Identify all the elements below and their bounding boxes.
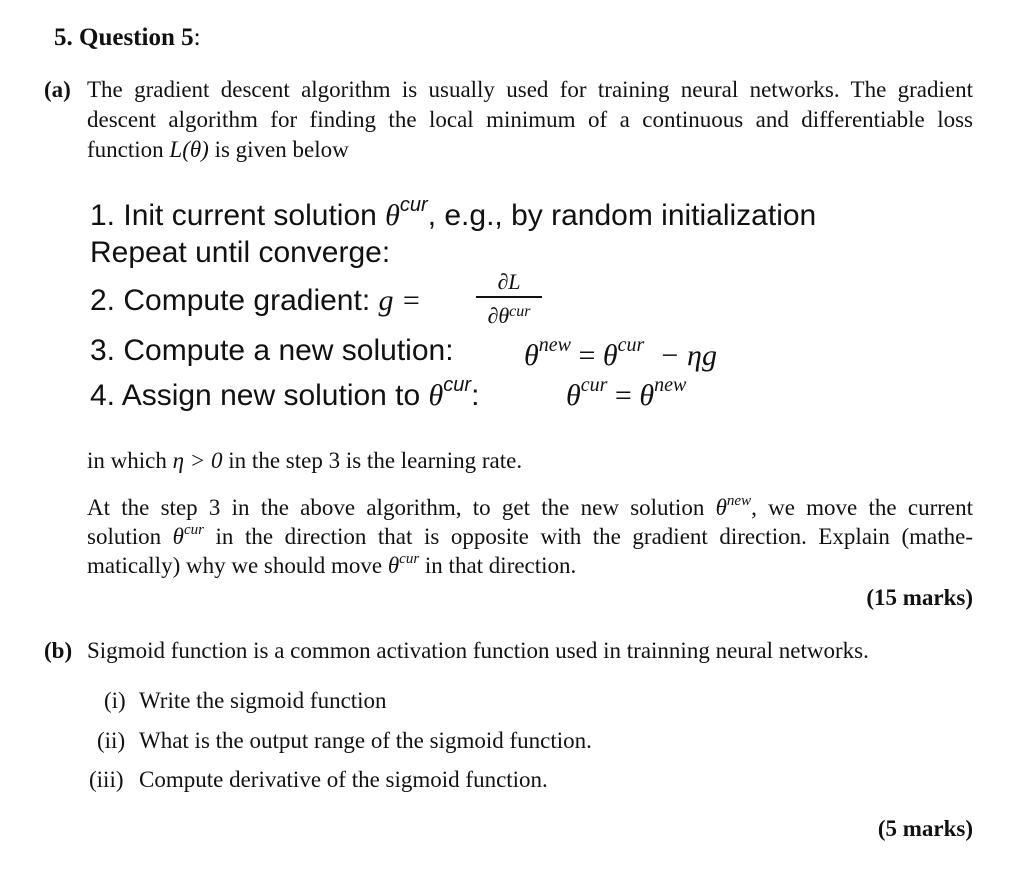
part-b-item-num: (ii) xyxy=(97,728,126,753)
step-4-equation xyxy=(566,374,686,413)
equals-sign: = xyxy=(578,339,596,372)
fraction-denominator xyxy=(474,300,544,328)
part-b-item-text: Write the sigmoid function xyxy=(139,688,387,713)
step-2-text: 2. Compute gradient: xyxy=(90,284,379,317)
explain-text: At the step 3 in the above algorithm, to get the new solution xyxy=(87,495,716,520)
algorithm-step-1 xyxy=(90,194,816,233)
cur-superscript: cur xyxy=(617,334,645,356)
learning-rate-math: η > 0 xyxy=(172,448,223,473)
new-superscript: new xyxy=(538,334,571,356)
step-4-colon: : xyxy=(471,379,480,412)
cur-superscript: cur xyxy=(399,551,420,567)
new-superscript: new xyxy=(726,493,752,509)
new-superscript: new xyxy=(654,374,687,396)
theta-symbol: θ xyxy=(639,379,655,412)
explain-text: matically) why we should move xyxy=(87,553,388,578)
step-1-suffix: , e.g., by random initialization xyxy=(427,199,817,232)
part-b-item-num: (i) xyxy=(104,688,126,713)
explain-text: in the direction that is opposite with the gradient direction. Explain (mathe- xyxy=(203,524,973,549)
question-title: Question 5 xyxy=(79,24,194,51)
question-number: 5. xyxy=(54,24,73,51)
gradient-equation-lhs: g = xyxy=(378,284,422,317)
step-4-text: 4. Assign new solution to xyxy=(90,379,429,412)
step-3-equation xyxy=(524,334,717,373)
part-a-label: (a) xyxy=(44,77,71,102)
theta-symbol: θ xyxy=(524,339,539,372)
loss-function-math: L(θ) xyxy=(169,137,209,162)
part-b-marks: (5 marks) xyxy=(877,816,973,841)
partial-theta: ∂θ xyxy=(487,303,510,328)
intro-text-suffix: is given below xyxy=(208,137,349,162)
theta-symbol: θ xyxy=(428,379,444,412)
cur-superscript: cur xyxy=(580,374,608,396)
cur-superscript: cur xyxy=(509,303,531,320)
algorithm-repeat: Repeat until converge: xyxy=(90,236,391,269)
part-b-item-num: (iii) xyxy=(89,767,124,792)
explain-text: solution xyxy=(87,524,173,549)
theta-symbol: θ xyxy=(602,339,618,372)
question-colon: : xyxy=(193,24,201,51)
explain-line-3 xyxy=(87,544,576,581)
part-b-label: (b) xyxy=(44,638,73,663)
learning-rate-line xyxy=(87,446,522,476)
part-b-intro: Sigmoid function is a common activation function used in trainning neural networks. xyxy=(87,638,869,663)
theta-symbol: θ xyxy=(387,553,400,578)
equals-sign: = xyxy=(614,379,632,412)
learning-rate-suffix: in the step 3 is the learning rate. xyxy=(222,448,523,473)
theta-symbol: θ xyxy=(172,524,184,549)
theta-symbol: θ xyxy=(566,379,581,412)
cur-superscript: cur xyxy=(183,522,204,538)
cur-superscript: cur xyxy=(443,374,472,396)
step-3-text: 3. Compute a new solution: xyxy=(90,334,454,367)
fraction-bar xyxy=(476,296,542,298)
part-b-item-text: What is the output range of the sigmoid function. xyxy=(139,728,592,753)
gradient-fraction xyxy=(474,270,544,328)
step-1-text: 1. Init current solution xyxy=(90,199,386,232)
algorithm-step-2 xyxy=(90,284,421,318)
part-a-intro-line-1: The gradient descent algorithm is usually used for training neural networks. The gradient xyxy=(87,77,973,102)
learning-rate-prefix: in which xyxy=(87,448,173,473)
explain-text: in that direction. xyxy=(419,553,577,578)
part-b-item-text: Compute derivative of the sigmoid function. xyxy=(139,767,548,792)
theta-symbol: θ xyxy=(715,495,727,520)
question-heading xyxy=(54,24,201,52)
part-a-intro-line-2: descent algorithm for finding the local minimum of a continuous and differentiable loss xyxy=(87,107,973,132)
cur-superscript: cur xyxy=(399,194,428,216)
intro-text: function xyxy=(87,137,170,162)
algorithm-step-4 xyxy=(90,374,479,413)
part-a-marks: (15 marks) xyxy=(866,585,973,610)
minus-eta-g: − ηg xyxy=(659,339,717,372)
algorithm-step-3 xyxy=(90,334,454,368)
explain-text: , we move the current xyxy=(751,495,973,520)
fraction-numerator: ∂L xyxy=(497,269,521,294)
part-a-intro-line-3 xyxy=(87,135,349,165)
theta-symbol: θ xyxy=(385,199,400,232)
